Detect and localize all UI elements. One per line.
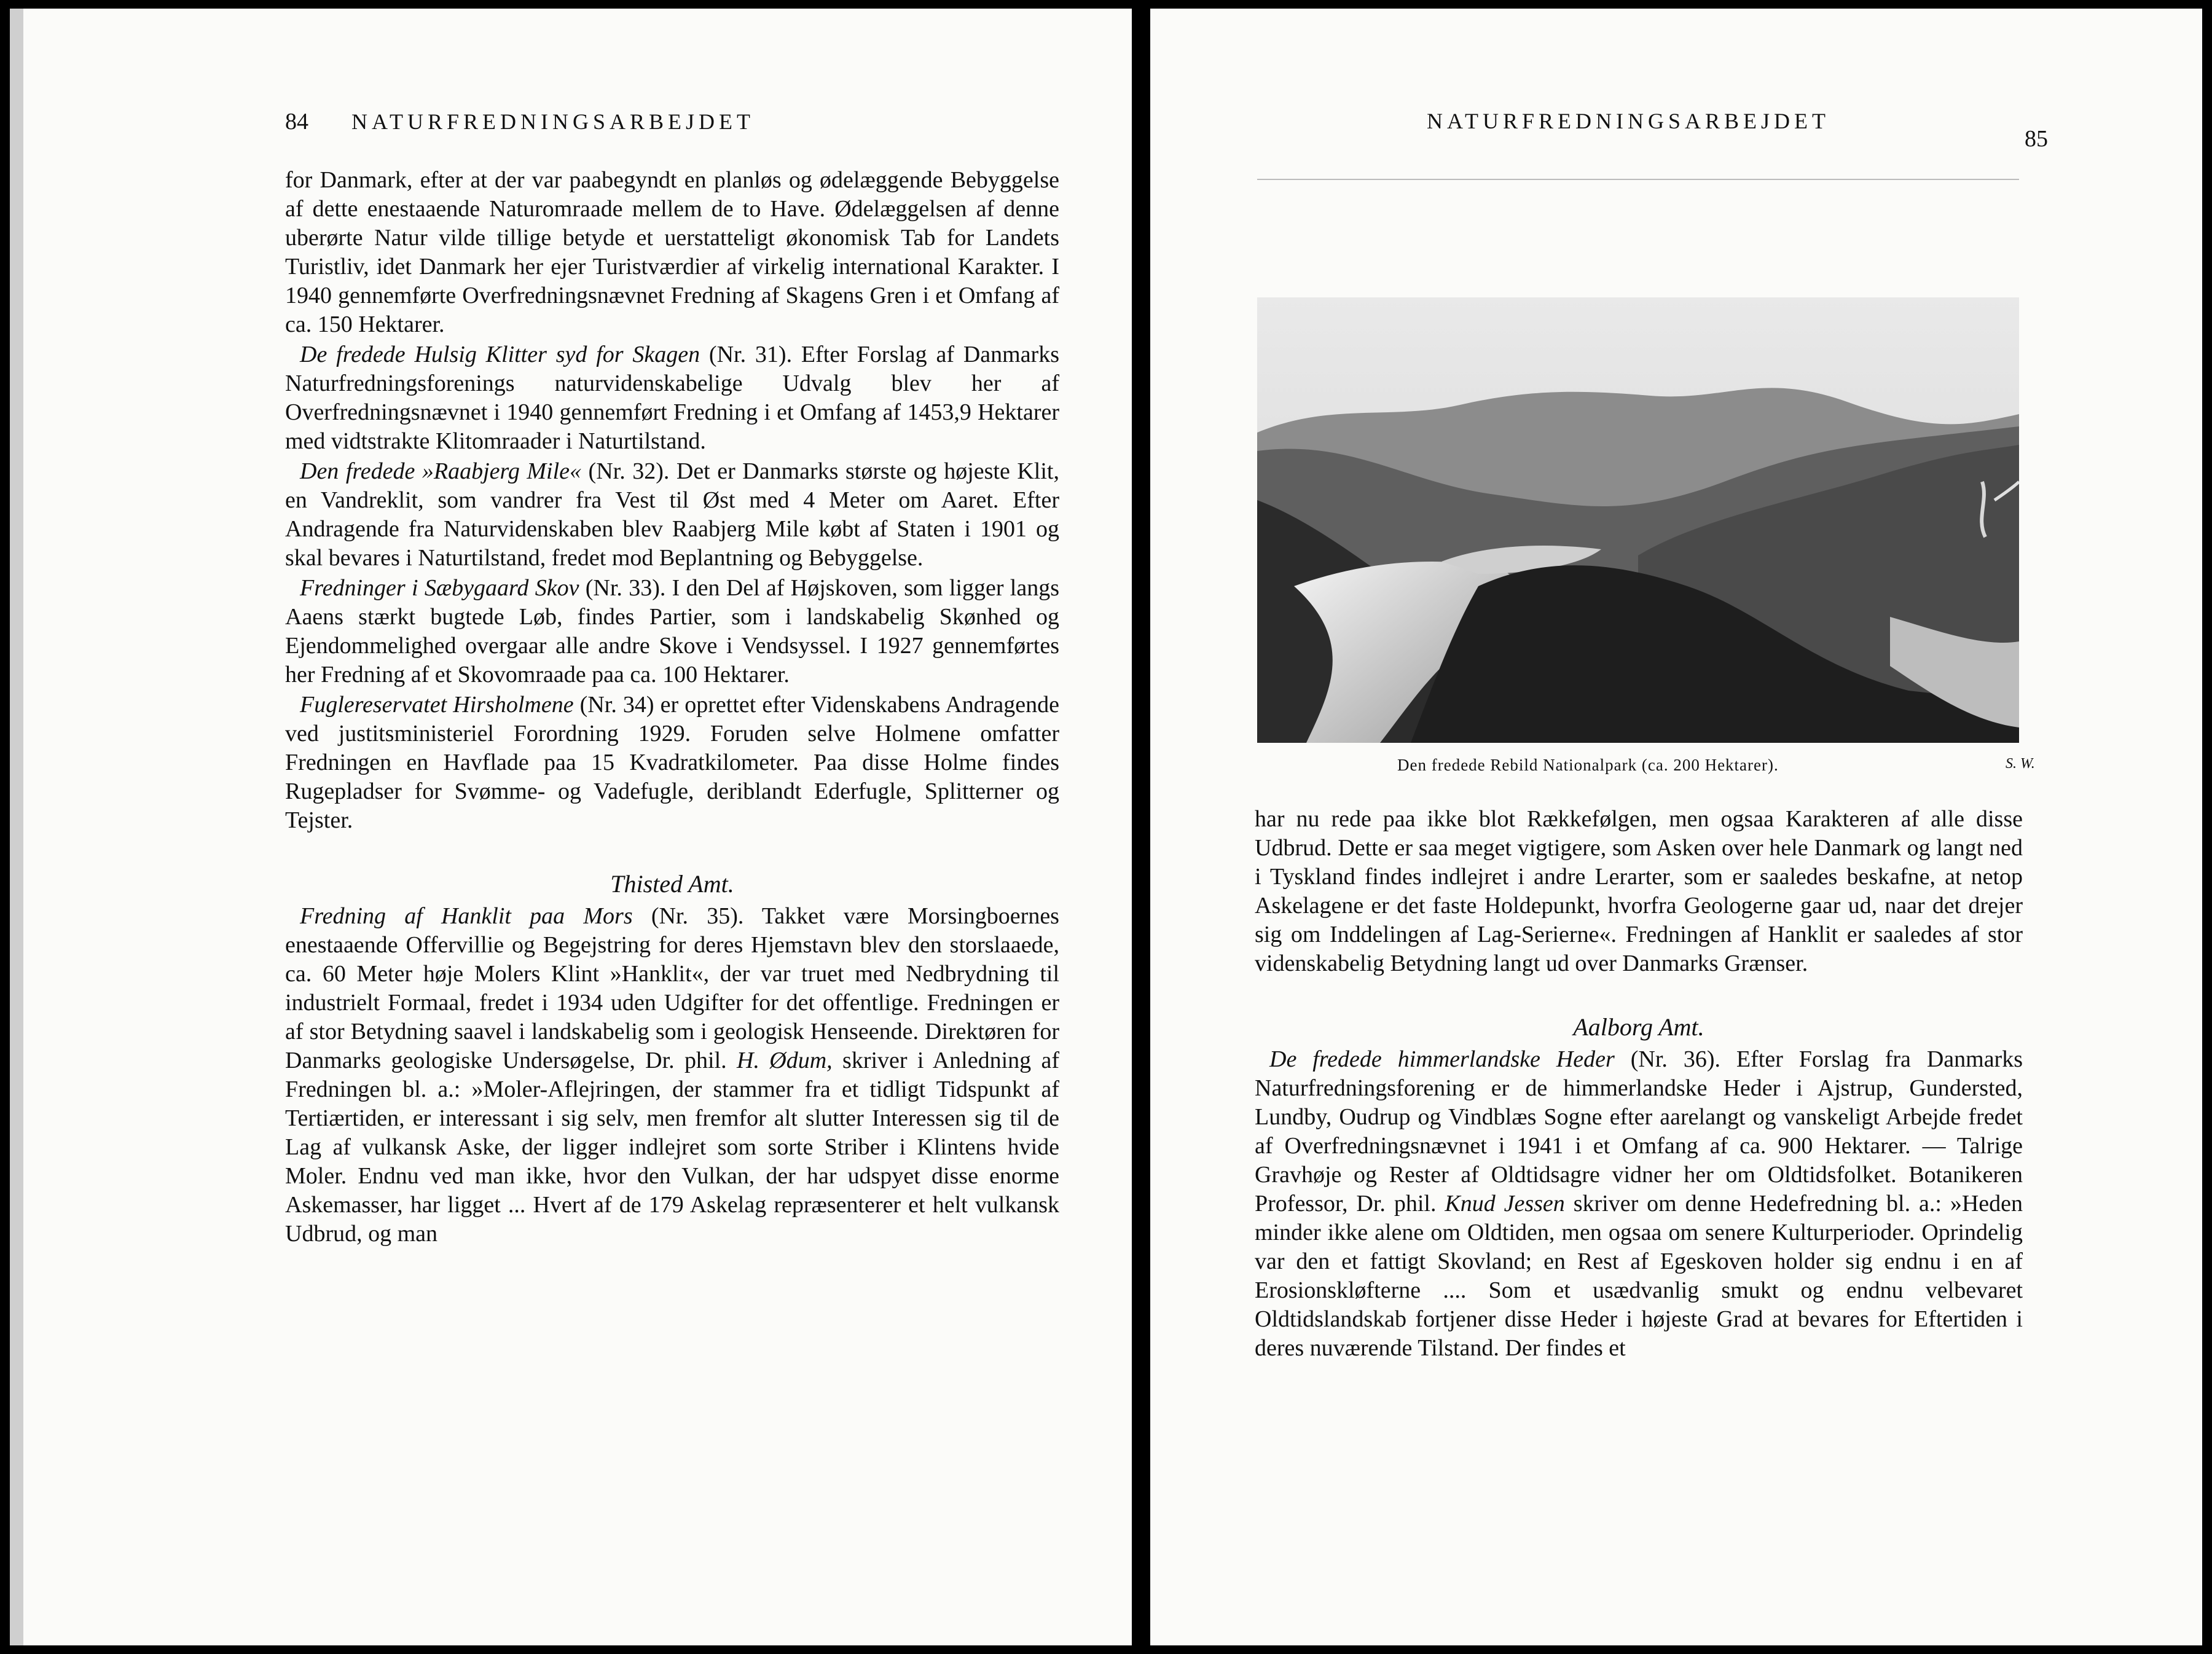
right-running-head: NATURFREDNINGSARBEJDET [1427,109,1830,133]
photo-credit: S. W. [2006,756,2035,772]
left-page [10,9,1132,1645]
paragraph: Fredning af Hanklit paa Mors (Nr. 35). Takket være Morsingboernes enestaaende Offervillie og Begejstring for deres Hjemstavn blev den storslaaede, ca. 60 Meter høje Molers Klint »Hanklit«, der var truet med Nedbrydning til industrielt Formaal, fredet i 1934 uden Udgifter for det offentlige. Fredningen er af stor Betydning saavel i landskabelig som i geologisk Henseende. Direktøren for Danmarks geologiske Undersøgelse, Dr. phil. H. Ødum, skriver i Anledning af Fredningen bl. a.: »Moler-Aflejringen, der stammer fra et tidligt Tidspunkt af Tertiærtiden, er interessant i sig selv, men fremfor alt slutter Interessen sig til de Lag af vulkansk Aske, der ligger indlejret som sorte Striber i Klintens hvide Moler. Endnu ved man ikke, hvor den Vulkan, der har udspyet disse enorme Askemasser, har ligget ... Hvert af de 179 Askelag repræsenterer et helt vulkansk Udbrud, og man [285,903,1060,1247]
left-page-number: 84 [285,109,308,135]
entry-title: Fuglereservatet Hirsholmene [300,692,574,718]
right-page-number: 85 [2025,126,2048,152]
paragraph: har nu rede paa ikke blot Rækkefølgen, men ogsaa Karakteren af alle disse Udbrud. Dette er saa meget vigtigere, som Asken over hele Danmark og langt ned i Tyskland findes indlejret i andre Lerarter, som er saaledes beskafne, at netop Askelagene er det faste Holdepunkt, hvorfra Geologerne gaar ud, naar det drejer sig om Inddelingen af Lag-Serierne«. Fredningen af Hanklit er saaledes af stor videnskabelig Betydning langt ud over Danmarks Grænser. [1255,806,2023,976]
left-running-head: NATURFREDNINGSARBEJDET [351,109,755,134]
landscape-photo [1257,297,2019,743]
paragraph: De fredede himmerlandske Heder (Nr. 36). Efter Forslag fra Danmarks Naturfredningsforening er de himmerlandske Heder i Ajstrup, Gundersted, Lundby, Oudrup og Vindblæs Sogne efter aarelangt og vanskeligt Arbejde fredet af Overfredningsnævnet i 1941 i et Omfang af ca. 900 Hektarer. — Talrige Gravhøje og Rester af Oldtidsagre vidner her om Oldtidsfolket. Botanikeren Professor, Dr. phil. Knud Jessen skriver om denne Hedefredning bl. a.: »Heden minder ikke alene om Oldtiden, men ogsaa om senere Kulturperioder. Oprindelig var den et fattigt Skovland; en Rest af Egeskoven holder sig endnu i en af Erosionskløfterne .... Som et usædvanlig smukt og endnu velbevaret Oldtidslandskab fortjener disse Heder i højeste Grad at bevares for Eftertiden i deres nuværende Tilstand. Der findes et [1255,1046,2023,1361]
paragraph: for Danmark, efter at der var paabegyndt en planløs og ødelæggende Bebyggelse af dette enestaaende Naturomraade mellem de to Have. Ødelæggelsen af denne uberørte Natur vilde tillige betyde et uerstatteligt økonomisk Tab for Landets Turistliv, idet Danmark her ejer Turistværdier af virkelig international Karakter. I 1940 gennemførte Overfredningsnævnet Fredning af Skagens Gren i et Omfang af ca. 150 Hektarer. [285,167,1059,337]
entry-title: De fredede himmerlandske Heder [1269,1046,1615,1072]
entry-title: Fredninger i Sæbygaard Skov [300,575,579,601]
person-name: H. Ødum, [737,1048,833,1073]
paragraph: Fredninger i Sæbygaard Skov (Nr. 33). I den Del af Højskoven, som ligger langs Aaens stærkt bugtede Løb, findes Partier, som i landskabelig Skønhed og Ejendommelighed overgaar alle andre Skove i Vendsyssel. I 1927 gennemførtes her Fredning af et Skovomraade paa ca. 100 Hektarer. [285,575,1059,688]
photo-caption: Den fredede Rebild Nationalpark (ca. 200 Hektarer). [1397,756,1779,774]
right-text-column [1255,805,2023,1363]
paragraph: Den fredede »Raabjerg Mile« (Nr. 32). Det er Danmarks største og højeste Klit, en Vandreklit, som vandrer fra Vest til Øst med 4 Meter om Aaret. Efter Andragende fra Naturvidenskaben blev Raabjerg Mile købt af Staten i 1901 og skal bevares i Naturtilstand, fredet mod Beplantning og Bebyggelse. [285,458,1059,571]
section-heading: Thisted Amt. [610,870,734,898]
rebild-landscape-image [1257,297,2019,743]
paragraph: De fredede Hulsig Klitter syd for Skagen (Nr. 31). Efter Forslag af Danmarks Naturfredningsforenings naturvidenskabelige Udvalg blev her af Overfredningsnævnet i 1940 gennemført Fredning i et Omfang af 1453,9 Hektarer med vidtstrakte Klitomraader i Naturtilstand. [285,342,1060,454]
left-running-header [285,108,755,135]
section-heading: Aalborg Amt. [1573,1013,1704,1041]
right-page [1150,9,2202,1645]
entry-title: De fredede Hulsig Klitter syd for Skagen [300,342,700,367]
person-name: Knud Jessen [1445,1191,1565,1217]
book-gutter [1132,0,1150,1654]
photo-top-rule [1257,179,2019,180]
entry-title: Fredning af Hanklit paa Mors [300,903,633,929]
entry-title: Den fredede »Raabjerg Mile« [300,458,582,484]
left-text-column [285,166,1059,1248]
paragraph: Fuglereservatet Hirsholmene (Nr. 34) er oprettet efter Videnskabens Andragende ved justitsministeriel Forordning 1929. Foruden selve Holmene omfatter Fredningen en Havflade paa 15 Kvadratkilometer. Paa disse Holme findes Rugepladser for Svømme- og Vadefugle, deriblandt Ederfugle, Splitterner og Tejster. [285,692,1059,833]
